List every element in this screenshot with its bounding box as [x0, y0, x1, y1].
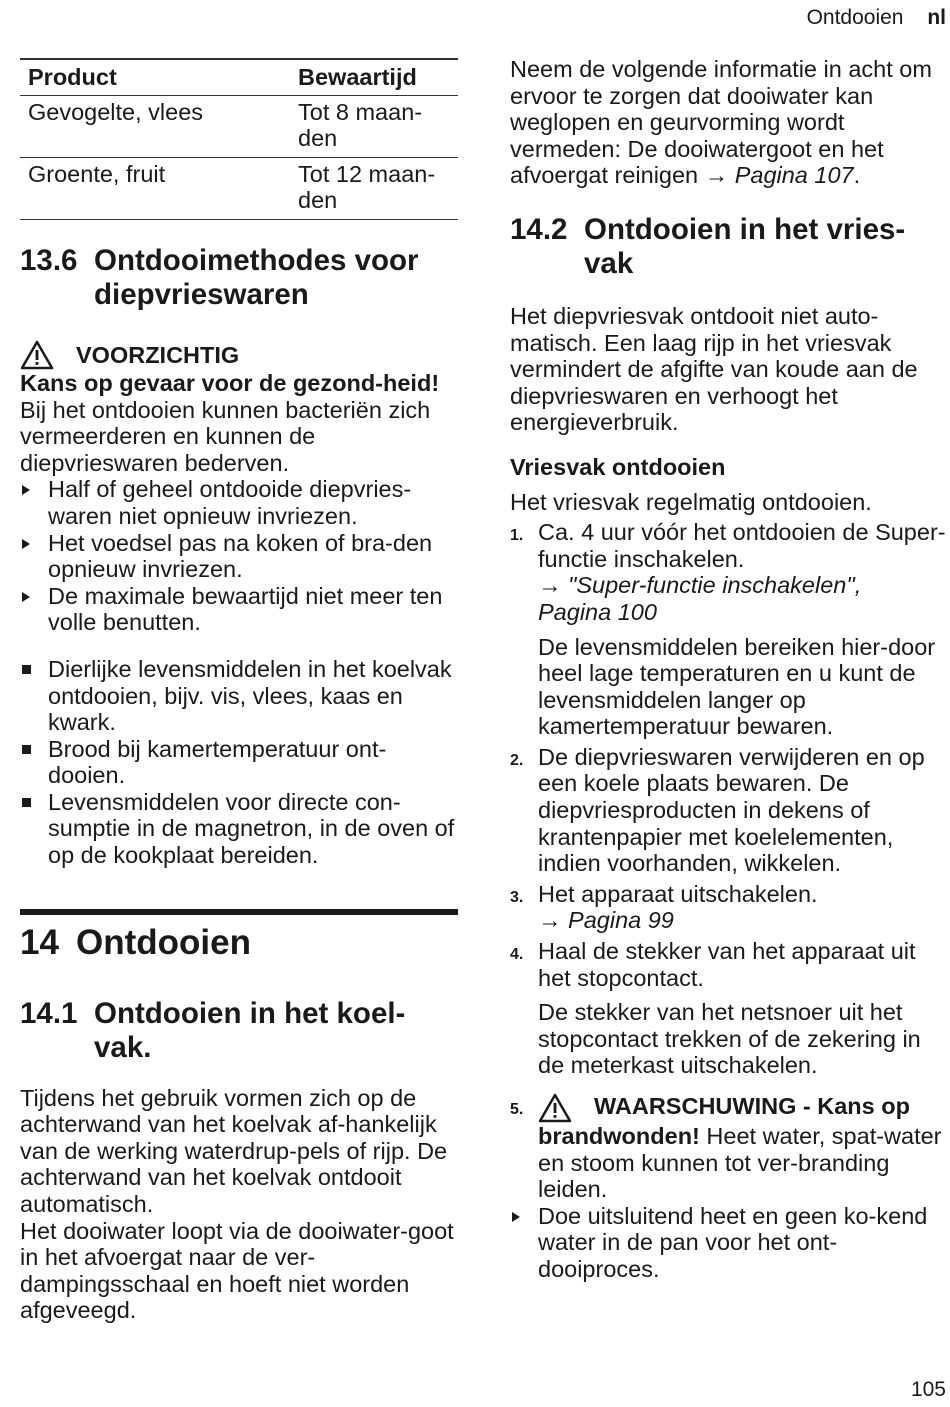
page-number: 105	[910, 1378, 946, 1401]
page-link[interactable]: Pagina 107	[734, 162, 854, 189]
right-column	[510, 56, 946, 1283]
step-item: 2. De diepvrieswaren verwijderen en op een koele plaats bewaren. De diepvriesproducten in dekens of krantenpapier met koelelementen, indien voorhanden, wikkelen.	[510, 743, 925, 877]
table-row	[20, 157, 458, 219]
arrow-ref-icon: →	[538, 572, 562, 599]
table-header-product: Product	[20, 59, 290, 95]
list-item: Half of geheel ontdooide diepvries-waren niet opnieuw invriezen.	[20, 476, 458, 529]
warning-title: WAARSCHUWING - Kans op brandwonden!	[538, 1093, 910, 1149]
caution-label: VOORZICHTIG	[76, 341, 240, 368]
paragraph: Neem de volgende informatie in acht om ervoor te zorgen dat dooiwater kan weglopen en geurvorming wordt vermeden: De dooiwatergoot en het afvoergat reinigen → Pagina 107.	[510, 56, 932, 189]
header-section: Ontdooien	[806, 6, 904, 29]
table-header-row	[20, 59, 458, 95]
heading-14-2: 14.2 Ontdooien in het vries-vak	[510, 212, 906, 280]
caution-text: Bij het ontdooien kunnen bacteriën zich vermeerderen en kunnen de diepvrieswaren bederven.	[20, 396, 431, 476]
table-cell: Tot 8 maan- den	[290, 95, 458, 157]
heading-14: 14 Ontdooien	[20, 909, 458, 963]
table-header-storage: Bewaartijd	[290, 59, 458, 95]
caution-header	[20, 340, 458, 370]
page-link[interactable]: → Pagina 99	[538, 907, 674, 934]
paragraph: Het dooiwater loopt via de dooiwater-goot in het afvoergat naar de ver-dampingsschaal en hoeft niet worden afgeveegd.	[20, 1217, 454, 1324]
table-row	[20, 95, 458, 157]
step-result: De levensmiddelen bereiken hier-door heel lage temperaturen en u kunt de levensmiddelen langer op kamertemperatuur bewaren.	[538, 633, 936, 740]
method-list	[20, 656, 458, 869]
list-item: Levensmiddelen voor directe con-sumptie in de magnetron, in de oven of op de kookplaat bereiden.	[20, 789, 458, 869]
left-column	[20, 56, 458, 1324]
caution-list	[20, 476, 458, 636]
caution-title: Kans op gevaar voor de gezond-heid!	[20, 369, 440, 396]
warning-list	[510, 1203, 946, 1283]
table-cell: Gevogelte, vlees	[20, 95, 290, 157]
heading-14-1: 14.1 Ontdooien in het koel-vak.	[20, 996, 406, 1064]
list-item: Brood bij kamertemperatuur ont-dooien.	[20, 736, 458, 789]
table-cell: Tot 12 maan- den	[290, 157, 458, 219]
heading-13-6: 13.6 Ontdooimethodes voor diepvrieswaren	[20, 243, 419, 311]
page-link[interactable]: → "Super-functie inschakelen", Pagina 100	[538, 572, 862, 625]
subheading: Vriesvak ontdooien	[510, 453, 726, 480]
step-result: De stekker van het netsnoer uit het stopcontact trekken of de zekering in de meterkast uitschakelen.	[538, 999, 921, 1079]
warning-triangle-icon	[538, 1093, 572, 1123]
arrow-ref-icon: →	[704, 162, 729, 189]
list-item: Doe uitsluitend heet en geen ko-kend water in de pan voor het ont-dooiproces.	[510, 1203, 946, 1283]
header-language: nl	[927, 6, 946, 29]
step-item: 4. Haal de stekker van het apparaat uit het stopcontact. De stekker van het netsnoer uit het stopcontact trekken of de zekering in de meterkast uitschakelen.	[510, 938, 946, 1079]
table-cell: Groente, fruit	[20, 157, 290, 219]
step-item: 3. Het apparaat uitschakelen. → Pagina 99	[510, 881, 946, 934]
step-list	[510, 519, 946, 1203]
list-item: Dierlijke levensmiddelen in het koelvak ontdooien, bijv. vis, vlees, kaas en kwark.	[20, 656, 458, 736]
paragraph: Het diepvriesvak ontdooit niet auto-matisch. Een laag rijp in het vriesvak vermindert de afgifte van koude aan de diepvrieswaren en verhoogt het energieverbruik.	[510, 302, 918, 436]
warning-triangle-icon	[20, 340, 54, 370]
arrow-ref-icon: →	[538, 907, 562, 934]
paragraph: Het vriesvak regelmatig ontdooien.	[510, 488, 872, 515]
list-item: De maximale bewaartijd niet meer ten volle benutten.	[20, 583, 458, 636]
paragraph: Tijdens het gebruik vormen zich op de achterwand van het koelvak af-hankelijk van de werking waterdrup-pels of rijp. De achterwand van het koelvak ontdooit automatisch.	[20, 1084, 448, 1218]
step-item: 1. Ca. 4 uur vóór het ontdooien de Super-functie inschakelen. → "Super-functie inschakelen", Pagina 100 De levensmiddelen bereiken hier-door heel lage temperaturen en u kunt de levensmiddelen langer op kamertemperatuur bewaren.	[510, 519, 946, 740]
step-item: 5. WAARSCHUWING - Kans op brandwonden! Heet water, spat-water en stoom kunnen tot ver-branding leiden.	[510, 1093, 942, 1203]
list-item: Het voedsel pas na koken of bra-den opnieuw invriezen.	[20, 530, 458, 583]
page-header	[807, 6, 946, 30]
storage-table	[20, 58, 458, 220]
